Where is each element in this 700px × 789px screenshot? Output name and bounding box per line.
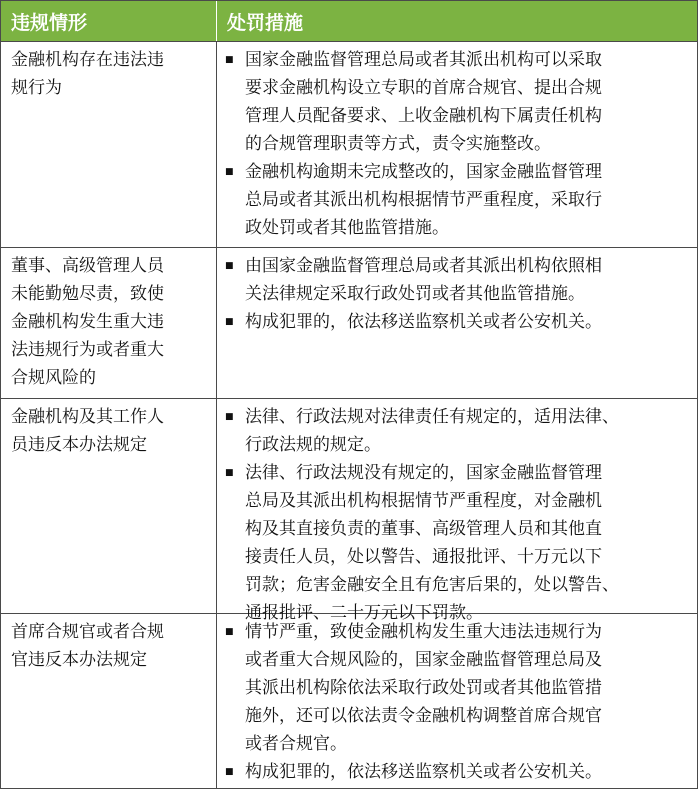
bullet-icon: ■	[225, 261, 234, 271]
situation-cell	[1, 614, 217, 788]
situation-text: 首席合规官或者合规 官违反本办法规定	[11, 622, 164, 670]
bullet-icon: ■	[225, 468, 234, 478]
measure-text: 国家金融监督管理总局或者其派出机构可以采取 要求金融机构设立专职的首席合规官、提出合规 管理人员配备要求、上收金融机构下属责任机构 的合规管理职责等方式，责令实施整改。	[245, 50, 602, 154]
table-row	[1, 247, 697, 398]
measure-item	[223, 618, 693, 758]
measure-item	[223, 403, 693, 459]
measure-item	[223, 758, 693, 786]
measure-item	[223, 158, 693, 242]
situation-text: 金融机构存在违法违 规行为	[11, 50, 164, 98]
bullet-icon: ■	[225, 412, 234, 422]
measures-cell	[217, 42, 697, 247]
measure-text: 法律、行政法规没有规定的，国家金融监督管理 总局及其派出机构根据情节严重程度，对金融机 构及其直接负责的董事、高级管理人员和其他直 接责任人员，处以警告、通报批评、十万元以下 罚款；危害金融安全且有危害后果的，处以警告、 通报批评、二十万元以下罚款。	[245, 463, 619, 623]
measure-item	[223, 308, 693, 336]
measures-cell	[217, 614, 697, 788]
header-penalty-measures: 处罚措施	[227, 11, 304, 34]
measure-item	[223, 46, 693, 158]
bullet-icon: ■	[225, 627, 234, 637]
situation-cell	[1, 248, 217, 398]
table-row	[1, 613, 697, 788]
measure-item	[223, 252, 693, 308]
bullet-icon: ■	[225, 55, 234, 65]
situation-cell	[1, 42, 217, 247]
measures-cell	[217, 248, 697, 398]
measure-text: 金融机构逾期未完成整改的，国家金融监督管理 总局或者其派出机构根据情节严重程度，采取行 政处罚或者其他监管措施。	[245, 162, 602, 238]
table-row	[1, 398, 697, 623]
situation-text: 董事、高级管理人员 未能勤勉尽责，致使 金融机构发生重大违 法违规行为或者重大 合规风险的	[11, 256, 164, 388]
measure-text: 构成犯罪的，依法移送监察机关或者公安机关。	[245, 312, 602, 332]
situation-cell	[1, 399, 217, 613]
situation-text: 金融机构及其工作人 员违反本办法规定	[11, 407, 164, 455]
table-header	[1, 1, 697, 41]
bullet-icon: ■	[225, 767, 234, 777]
bullet-icon: ■	[225, 317, 234, 327]
table-row	[1, 41, 697, 247]
header-violation-situation: 违规情形	[1, 1, 217, 41]
measure-text: 法律、行政法规对法律责任有规定的，适用法律、 行政法规的规定。	[245, 407, 619, 455]
measure-text: 构成犯罪的，依法移送监察机关或者公安机关。	[245, 762, 602, 782]
bullet-icon: ■	[225, 167, 234, 177]
measures-cell	[217, 399, 697, 623]
measure-text: 由国家金融监督管理总局或者其派出机构依照相 关法律规定采取行政处罚或者其他监管措施。	[245, 256, 602, 304]
measure-text: 情节严重，致使金融机构发生重大违法违规行为 或者重大合规风险的，国家金融监督管理总局及 其派出机构除依法采取行政处罚或者其他监管措 施外，还可以依法责令金融机构调整首席合规官 或者合规官。	[245, 622, 602, 754]
measure-item	[223, 459, 693, 627]
